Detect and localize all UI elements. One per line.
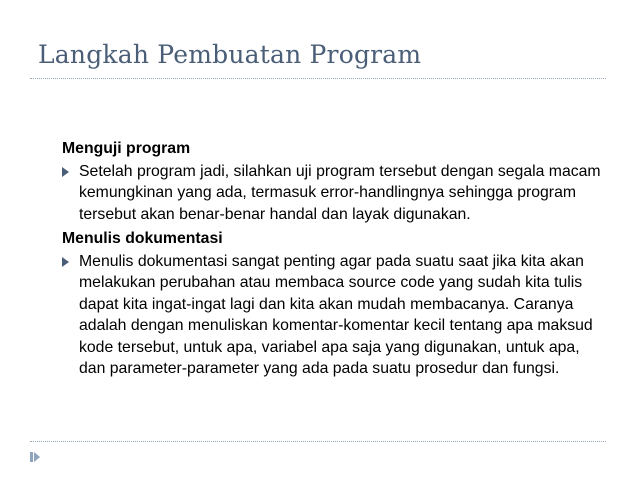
- slide-content: [62, 138, 602, 383]
- triangle-bullet-icon: [62, 161, 79, 183]
- triangle-bullet-icon: [62, 251, 79, 273]
- title-divider: [30, 78, 606, 79]
- bullet-text-testing: Setelah program jadi, silahkan uji program tersebut dengan segala macam kemungkinan yang ada, termasuk error-handlingnya sehingga program tersebut akan benar-benar handal dan layak digunakan.: [79, 162, 601, 223]
- slide-nav-icon: [30, 450, 40, 462]
- section-heading-testing: Menguji program: [62, 140, 191, 157]
- bullet-text-documentation: Menulis dokumentasi sangat penting agar pada suatu saat jika kita akan melakukan perubahan atau membaca source code yang sudah kita tulis dapat kita ingat-ingat lagi dan kita akan mudah membacanya. Caranya adalah dengan menuliskan komentar-komentar kecil tentang apa maksud kode tersebut, untuk apa, variabel apa saja yang digunakan, untuk apa, dan parameter-parameter yang ada pada suatu prosedur dan fungsi.: [79, 252, 593, 377]
- section-heading-documentation: Menulis dokumentasi: [62, 230, 223, 247]
- bullet-item-testing: [62, 161, 602, 226]
- footer-divider: [30, 441, 606, 442]
- slide-title: Langkah Pembuatan Program: [38, 40, 422, 69]
- bullet-item-documentation: [62, 251, 602, 380]
